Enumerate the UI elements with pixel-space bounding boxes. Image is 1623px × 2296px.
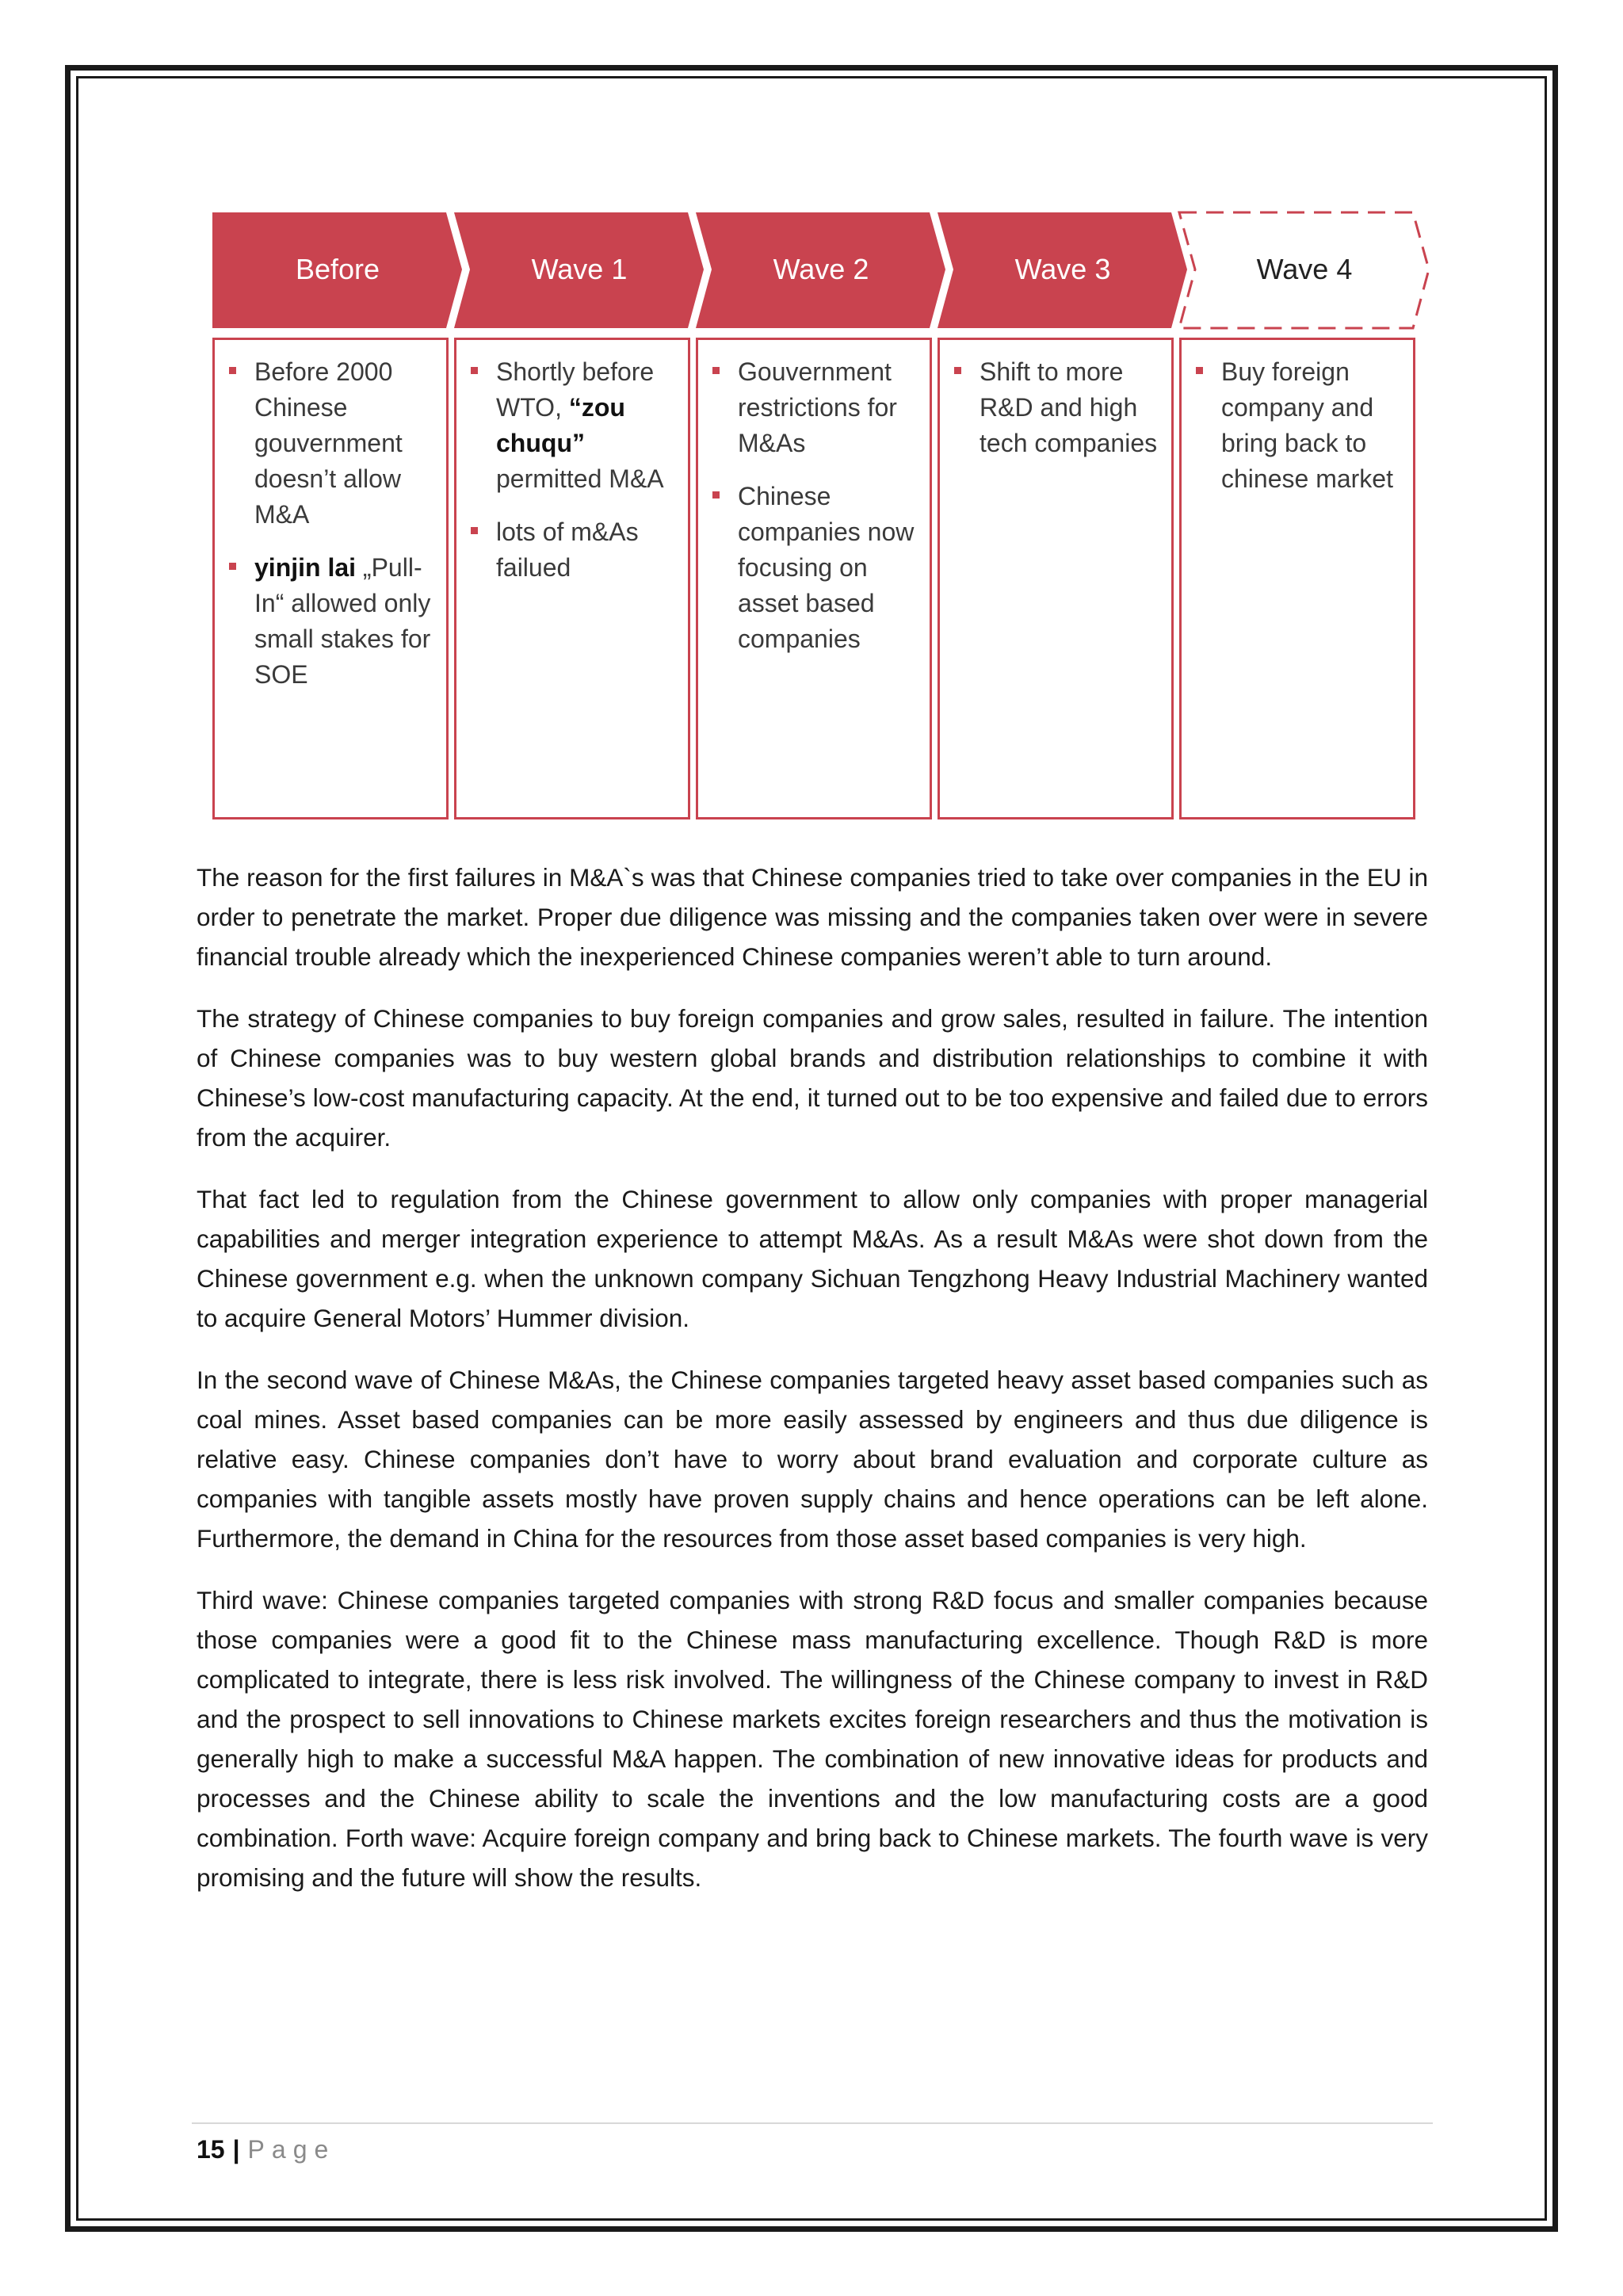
step-label-wave-2: Wave 2 — [773, 253, 869, 285]
step-label-wave-3: Wave 3 — [1014, 253, 1111, 285]
m-and-a-waves-figure — [206, 208, 1450, 826]
column-wave-1 — [454, 338, 690, 819]
column-before — [212, 338, 449, 819]
footer-rule — [192, 2122, 1433, 2124]
bullet-text: Before 2000 Chinese gouvernment doesn’t allow M&A — [254, 357, 403, 529]
body-text — [197, 858, 1428, 1920]
column-wave-4 — [1179, 338, 1415, 819]
step-label-wave-4: Wave 4 — [1256, 253, 1353, 285]
paragraph: That fact led to regulation from the Chinese government to allow only companies with proper managerial capabilities and merger integration experience to attempt M&As. As a result M&As were shot down from the Chinese government e.g. when the unknown company Sichuan Tengzhong Heavy Industrial Machinery wanted to acquire General Motors’ Hummer division. — [197, 1185, 1428, 1332]
bullet-text: permitted M&A — [496, 464, 664, 493]
step-label-wave-1: Wave 1 — [531, 253, 628, 285]
footer-separator: | — [232, 2135, 240, 2164]
bullet-text: Chinese companies now focusing on asset based companies — [738, 482, 915, 653]
bullet-text: Shortly before WTO, — [496, 357, 655, 422]
paragraph: The reason for the first failures in M&A`s was that Chinese companies tried to take over companies in the EU in order to penetrate the market. Proper due diligence was missing and the companies taken over were in severe financial trouble already which the inexperienced Chinese companies weren’t able to turn around. — [197, 863, 1428, 971]
page-number: 15 — [197, 2135, 225, 2164]
column-bullet — [706, 354, 922, 461]
bullet-text: „Pull-In“ allowed only small stakes for SOE — [254, 553, 431, 689]
column-bullet — [706, 479, 922, 657]
bullet-text: Buy foreign company and bring back to chinese market — [1221, 357, 1393, 493]
paragraph: In the second wave of Chinese M&As, the Chinese companies targeted heavy asset based companies such as coal mines. Asset based companies can be more easily assessed by engineers and thus due diligence is relative easy. Chinese companies don’t have to worry about brand evaluation and corporate culture as companies with tangible assets mostly have proven supply chains and hence operations can be left alone. Furthermore, the demand in China for the resources from those asset based companies is very high. — [197, 1366, 1428, 1553]
paragraph: The strategy of Chinese companies to buy foreign companies and grow sales, resulted in failure. The intention of Chinese companies was to buy western global brands and distribution relationships to combine it with Chinese’s low-cost manufacturing capacity. At the end, it turned out to be too expensive and failed due to errors from the acquirer. — [197, 1004, 1428, 1152]
bullet-text: yinjin lai — [254, 553, 357, 582]
column-wave-2 — [696, 338, 932, 819]
column-bullet — [1190, 354, 1405, 497]
column-bullet — [948, 354, 1163, 461]
column-bullet — [223, 550, 438, 693]
step-label-before: Before — [295, 253, 380, 285]
column-bullet — [464, 514, 680, 586]
page-footer — [197, 2130, 335, 2168]
column-bullet — [223, 354, 438, 533]
column-wave-3 — [938, 338, 1174, 819]
paragraph: Third wave: Chinese companies targeted companies with strong R&D focus and smaller companies because those companies were a good fit to the Chinese mass manufacturing excellence. Though R&D is more complicated to integrate, there is less risk involved. The willingness of the Chinese company to invest in R&D and the prospect to sell innovations to Chinese markets excites foreign researchers and thus the motivation is generally high to make a successful M&A happen. The combination of new innovative ideas for products and processes and the Chinese ability to scale the inventions and the low manufacturing costs are a good combination. Forth wave: Acquire foreign company and bring back to Chinese markets. The fourth wave is very promising and the future will show the results. — [197, 1586, 1428, 1892]
page-word: Page — [247, 2135, 336, 2164]
bullet-text: lots of m&As failued — [496, 518, 639, 582]
bullet-text: Gouvernment restrictions for M&As — [738, 357, 897, 457]
bullet-text: Shift to more R&D and high tech companies — [980, 357, 1158, 457]
column-bullet — [464, 354, 680, 497]
bullet-text: “zou chuqu” — [496, 393, 625, 457]
